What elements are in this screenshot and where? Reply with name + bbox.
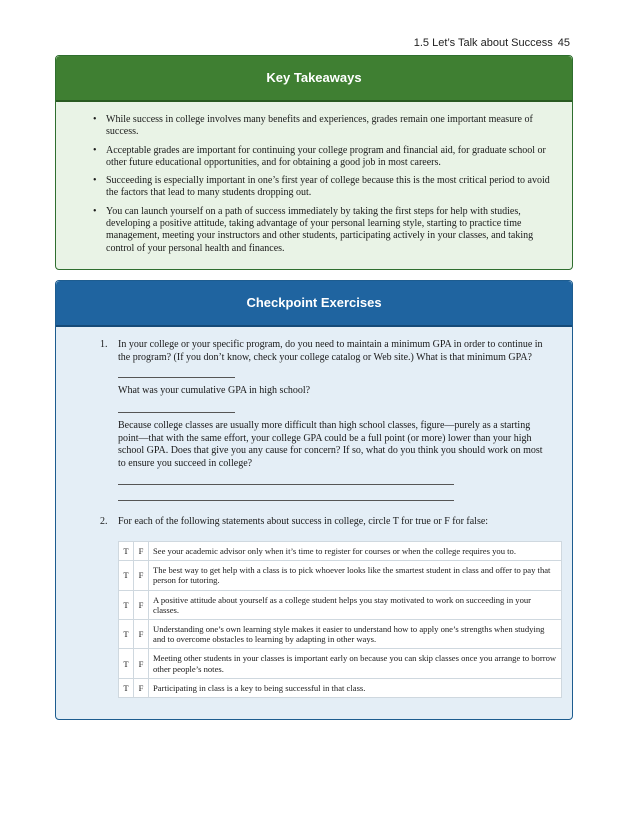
statement: A positive attitude about yourself as a college student helps you stay motivated to work on succeeding in your classes. (149, 590, 562, 619)
false-option[interactable]: F (134, 542, 149, 561)
false-option[interactable]: F (134, 561, 149, 590)
table-row (119, 590, 562, 619)
checkpoint-exercises-title: Checkpoint Exercises (56, 281, 572, 327)
list-item: • Acceptable grades are important for continuing your college program and financial aid, for graduate school or other future educational opportunities, and for obtaining a good job in most careers. (106, 145, 554, 170)
question-1-sub1: What was your cumulative GPA in high school? (118, 385, 311, 396)
true-option[interactable]: T (119, 649, 134, 678)
false-option[interactable]: F (134, 678, 149, 697)
true-option[interactable]: T (119, 561, 134, 590)
true-false-table (118, 541, 562, 698)
answer-line-concern-2[interactable] (118, 500, 454, 501)
answer-line-concern-1[interactable] (118, 484, 454, 485)
question-1-text: In your college or your specific program, do you need to maintain a minimum GPA in order to continue in the program? (If you don’t know, check your college catalog or Web site.) What is that minimum GPA? (118, 339, 543, 363)
question-2-number: 2. (100, 516, 108, 527)
table-row (119, 678, 562, 697)
answer-line-hs-gpa[interactable] (118, 412, 235, 413)
checkpoint-exercises-box (55, 280, 573, 720)
answer-line-min-gpa[interactable] (118, 377, 235, 378)
statement: Understanding one’s own learning style makes it easier to understand how to apply one’s strengths when studying and to overcome obstacles to learning by adapting in other ways. (149, 620, 562, 649)
table-row (119, 620, 562, 649)
running-head-section: 1.5 Let’s Talk about Success (413, 37, 553, 49)
statement: See your academic advisor only when it’s time to register for courses or when the college requires you to. (149, 542, 562, 561)
question-1-number: 1. (100, 339, 108, 350)
true-option[interactable]: T (119, 620, 134, 649)
page-number: 45 (557, 37, 570, 49)
list-item: • Succeeding is especially important in one’s first year of college because this is the most critical period to avoid the factors that lead to many students dropping out. (106, 175, 554, 200)
list-item: • You can launch yourself on a path of success immediately by taking the first steps for help with studies, developing a positive attitude, taking advantage of your personal learning style, starting to practice time management, meeting your instructors and other students, participating actively in your classes, and taking control of your personal health and finances. (106, 206, 554, 255)
statement: Participating in class is a key to being successful in that class. (149, 678, 562, 697)
true-option[interactable]: T (119, 542, 134, 561)
false-option[interactable]: F (134, 649, 149, 678)
table-row (119, 561, 562, 590)
running-head (414, 37, 570, 49)
true-option[interactable]: T (119, 590, 134, 619)
true-option[interactable]: T (119, 678, 134, 697)
key-takeaways-title: Key Takeaways (56, 56, 572, 102)
statement: The best way to get help with a class is to pick whoever looks like the smartest student in class and offer to pay that person for tutoring. (149, 561, 562, 590)
key-takeaways-list (106, 114, 554, 261)
list-item: • While success in college involves many benefits and experiences, grades remain one important measure of success. (106, 114, 554, 139)
table-row (119, 542, 562, 561)
question-2-text: For each of the following statements about success in college, circle T for true or F for false: (118, 516, 489, 527)
statement: Meeting other students in your classes is important early on because you can skip classes once you arrange to borrow other people’s notes. (149, 649, 562, 678)
question-1-sub2: Because college classes are usually more difficult than high school classes, figure—purely as a starting point—that with the same effort, your college GPA could be a full point (or more) lower than your high school GPA. Does that give you any cause for concern? If so, what do you think you should work on most to ensure you succeed in college? (118, 420, 543, 469)
false-option[interactable]: F (134, 620, 149, 649)
table-row (119, 649, 562, 678)
key-takeaways-box (55, 55, 573, 270)
false-option[interactable]: F (134, 590, 149, 619)
